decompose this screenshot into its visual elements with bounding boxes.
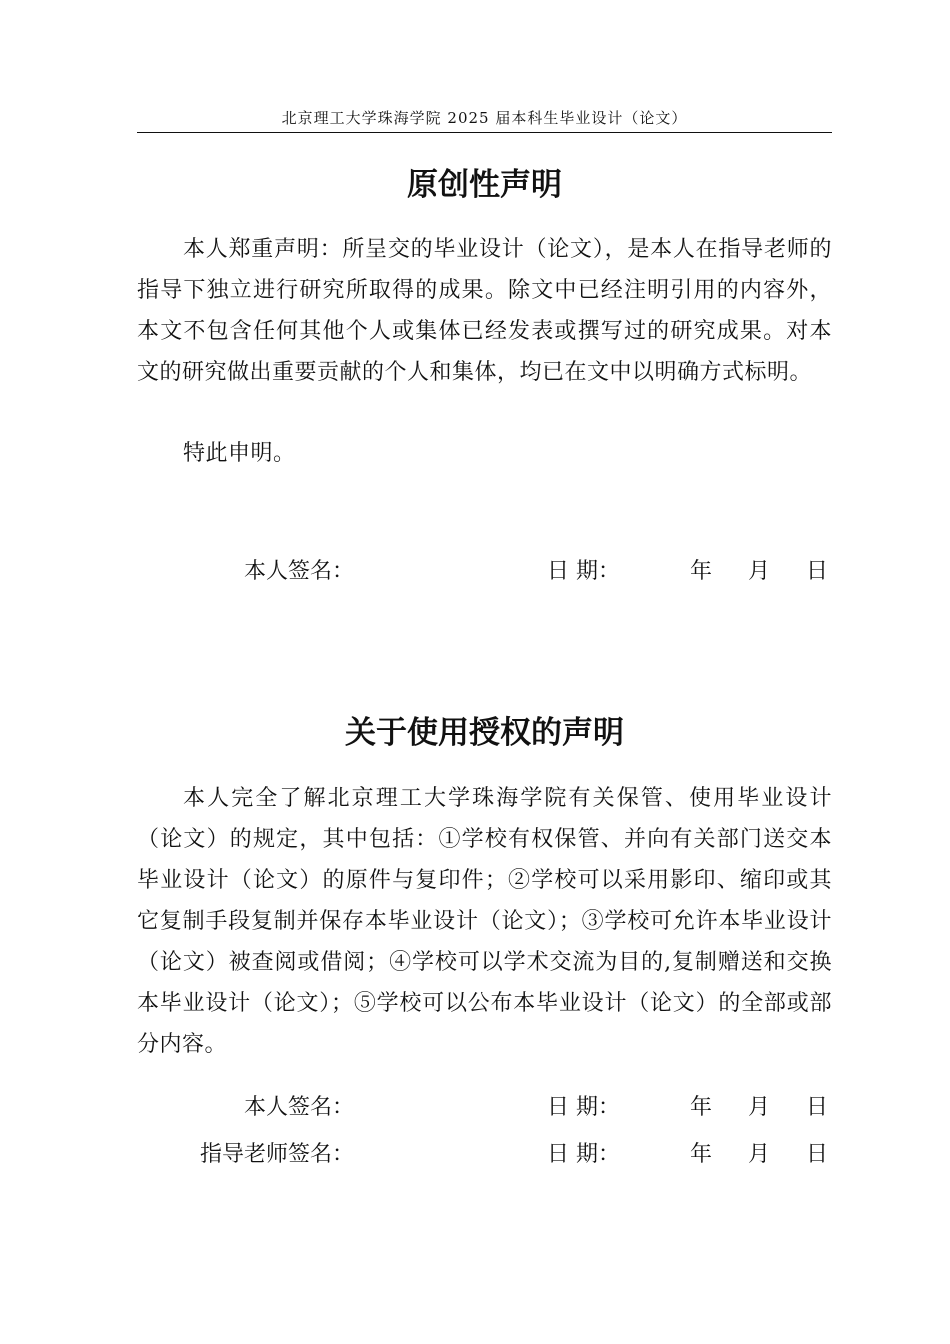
month-label: 月 (748, 1142, 771, 1167)
day-label: 日 (806, 1142, 829, 1167)
advisor-date-label: 日 期： (547, 1142, 620, 1167)
day-label: 日 (806, 1095, 829, 1120)
author-signature-label: 本人签名： (243, 1095, 354, 1120)
advisor-signature-label: 指导老师签名： (199, 1142, 354, 1167)
day-label: 日 (806, 559, 829, 584)
authorization-body: 本人完全了解北京理工大学珠海学院有关保管、使用毕业设计（论文）的规定，其中包括：①学校有权保管、并向有关部门送交本毕业设计（论文）的原件与复印件；②学校可以采用影印、缩印或其它复制手段复制并保存本毕业设计（论文）；③学校可允许本毕业设计（论文）被查阅或借阅；④学校可以学术交流为目的,复制赠送和交换本毕业设计（论文）；⑤学校可以公布本毕业设计（论文）的全部或部分内容。 (137, 786, 832, 1057)
originality-closing: 特此申明。 (183, 441, 296, 466)
running-header: 北京理工大学珠海学院 2025 届本科生毕业设计（论文） (281, 109, 688, 127)
originality-date-fields (690, 557, 864, 587)
author-date-fields (690, 1093, 864, 1123)
header-divider (137, 132, 832, 133)
originality-date-label: 日 期： (547, 559, 620, 584)
authorization-title: 关于使用授权的声明 (345, 715, 624, 751)
month-label: 月 (748, 559, 771, 584)
year-label: 年 (690, 1142, 713, 1167)
year-label: 年 (690, 559, 713, 584)
month-label: 月 (748, 1095, 771, 1120)
originality-signature-label: 本人签名： (243, 559, 354, 584)
originality-title: 原创性声明 (407, 167, 562, 203)
author-date-label: 日 期： (547, 1095, 620, 1120)
year-label: 年 (690, 1095, 713, 1120)
originality-body: 本人郑重声明：所呈交的毕业设计（论文），是本人在指导老师的指导下独立进行研究所取得的成果。除文中已经注明引用的内容外，本文不包含任何其他个人或集体已经发表或撰写过的研究成果。对本文的研究做出重要贡献的个人和集体，均已在文中以明确方式标明。 (137, 237, 832, 385)
advisor-date-fields (690, 1140, 864, 1170)
